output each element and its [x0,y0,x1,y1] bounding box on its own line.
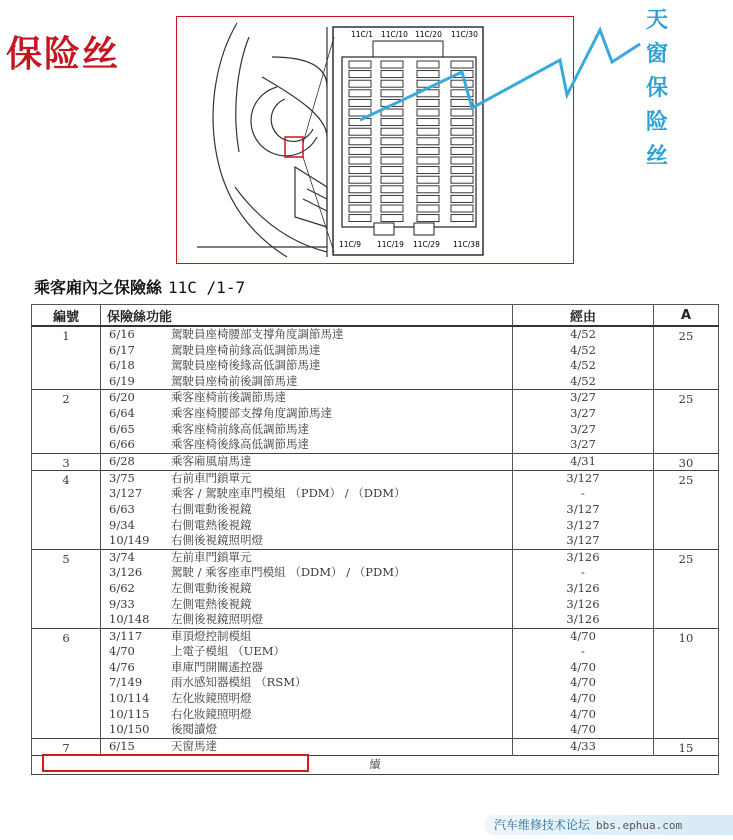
component-code: 6/16 [109,327,135,341]
fuse-cell [417,157,439,164]
table-title [34,275,245,298]
fuse-cell [381,119,403,126]
header-number: 編號 [32,305,101,327]
fuse-function-item [101,471,512,487]
via-value: 4/52 [570,327,596,341]
via-value: 4/52 [570,358,596,373]
component-code: 4/70 [109,644,135,659]
fuse-function-list [101,390,513,453]
component-description: 駕駛員座椅前後調節馬達 [171,373,298,388]
via-value: 3/127 [566,470,600,485]
via-value: 3/27 [570,405,596,420]
fuse-function-list [101,470,513,549]
component-code: 6/65 [109,421,135,436]
fuse-cell [381,61,403,68]
fuse-cell [381,71,403,78]
fuse-cell [451,138,473,145]
component-code: 7/149 [109,675,143,690]
via-value: 4/52 [570,342,596,357]
fuse-cell [381,99,403,106]
component-description: 右前車門鎖單元 [171,470,252,485]
fuse-number: 4 [32,470,101,549]
fuse-cell [349,99,371,106]
component-description: 乘客座椅前緣高低調節馬達 [171,421,309,436]
fuse-function-list [101,453,513,470]
table-title-text: 乘客廂內之保險絲 [34,278,163,297]
fuse-box-diagram [176,16,574,264]
fuse-cell [381,128,403,135]
fuse-cell [349,205,371,212]
fuse-label-top-4: 11C/30 [451,30,478,39]
forum-name: 汽车维修技术论坛 [494,818,591,832]
fuse-cell [349,138,371,145]
via-value: 3/127 [566,517,600,532]
fuse-cell [381,90,403,97]
fuse-cell [451,99,473,106]
fuse-cell [451,109,473,116]
fuse-group-row [32,326,719,390]
fuse-cell [417,99,439,106]
table-title-code: 11C /1-7 [168,278,246,297]
component-description: 乘客座椅腰部支撐角度調節馬達 [171,405,332,420]
component-description: 左側後視鏡照明燈 [171,612,263,627]
fuse-cell [381,80,403,87]
component-code: 6/28 [109,453,135,468]
fuse-cell [381,167,403,174]
fuse-label-bottom-4: 11C/38 [453,240,480,249]
fuse-function-item [101,390,512,406]
note-char-1: 天 [645,8,668,33]
fuse-cell [417,80,439,87]
via-value: 4/70 [570,691,596,706]
fuse-cell [381,205,403,212]
fuse-function-item [101,722,512,738]
via-value: 3/127 [566,533,600,548]
sunroof-fuse-note [642,4,672,174]
fuse-function-list [101,549,513,628]
fuse-cell [381,176,403,183]
fuse-group-row [32,549,719,628]
fuse-label-top-1: 11C/1 [351,30,374,39]
fuse-cell [451,128,473,135]
sunroof-fuse-highlight [42,754,309,772]
component-description: 右側電熱後視鏡 [171,517,252,532]
fuse-cell [451,90,473,97]
component-code: 10/149 [109,533,150,548]
fuse-cell [381,138,403,145]
via-value: 3/27 [570,437,596,452]
fuse-number: 1 [32,326,101,390]
via-value: 4/70 [570,659,596,674]
fuse-function-item [101,597,512,613]
fuse-label-bottom-2: 11C/19 [377,240,404,249]
fuse-function-item [101,422,512,438]
via-value: - [581,565,585,580]
fuse-via-list [513,628,654,738]
via-value: 3/27 [570,421,596,436]
header-amp: A [654,305,719,327]
component-code: 10/114 [109,691,150,706]
fuse-function-item [101,612,512,628]
component-code: 3/126 [109,565,143,580]
fuse-cell [381,147,403,154]
fuse-label-top-2: 11C/10 [381,30,408,39]
component-description: 駕駛員座椅前緣高低調節馬達 [171,342,321,357]
component-code: 6/66 [109,437,135,452]
fuse-cell [349,167,371,174]
fuse-cell [451,61,473,68]
fuse-function-item [101,518,512,534]
note-char-2: 窗 [645,42,668,67]
fuse-cell [381,186,403,193]
forum-site: bbs.ephua.com [596,819,683,832]
fuse-cell [451,205,473,212]
via-value: - [581,486,585,501]
fuse-amperage: 10 [654,628,719,738]
component-description: 駕駛員座椅腰部支撐角度調節馬達 [171,327,344,341]
table-header-row [32,305,719,327]
fuse-cell [381,157,403,164]
fuse-cell [417,109,439,116]
component-description: 天窗馬達 [171,738,217,753]
fuse-function-item [101,660,512,676]
fuse-function-item [101,343,512,359]
via-value: 3/126 [566,549,600,564]
fuse-cell [417,215,439,222]
component-description: 左側電熱後視鏡 [171,596,252,611]
fuse-number: 3 [32,453,101,470]
fuse-function-item [101,707,512,723]
component-code: 6/17 [109,342,135,357]
fuse-number: 2 [32,390,101,453]
fuse-cell [417,71,439,78]
via-value: 3/126 [566,596,600,611]
fuse-group-row [32,470,719,549]
component-code: 6/19 [109,373,135,388]
fuse-label-bottom-3: 11C/29 [413,240,440,249]
fuse-group-row [32,390,719,453]
fuse-function-item [101,502,512,518]
fuse-function-item [101,327,512,343]
fuse-amperage: 30 [654,453,719,470]
note-char-4: 险 [645,110,668,135]
fuse-table [31,304,719,775]
fuse-cell [349,90,371,97]
fuse-cell [381,195,403,202]
continued-text: 續 [32,755,719,774]
fuse-via-list [513,738,654,755]
component-code: 10/150 [109,722,150,737]
fuse-cell [451,157,473,164]
fuse-function-item [101,358,512,374]
component-code: 6/63 [109,501,135,516]
fuse-cell [451,215,473,222]
fuse-cell [417,128,439,135]
component-code: 6/64 [109,405,135,420]
component-code: 3/75 [109,470,135,485]
fuse-via-list [513,453,654,470]
component-code: 10/115 [109,706,150,721]
fuse-function-item [101,581,512,597]
fuse-amperage: 15 [654,738,719,755]
fuse-function-item [101,739,512,755]
component-code: 6/62 [109,580,135,595]
component-description: 車頂燈控制模組 [171,628,252,643]
fuse-cell [417,147,439,154]
fuse-cell [349,61,371,68]
note-char-5: 丝 [645,144,668,169]
fuse-amperage: 25 [654,326,719,390]
component-description: 左前車門鎖單元 [171,549,252,564]
fuse-function-item [101,486,512,502]
fuse-cell [349,195,371,202]
fuse-cell [451,186,473,193]
fuse-cell [381,109,403,116]
via-value: 3/27 [570,390,596,405]
component-description: 右側後視鏡照明燈 [171,533,263,548]
fuse-via-list [513,549,654,628]
component-description: 駕駛員座椅後緣高低調節馬達 [171,358,321,373]
component-description: 右側電動後視鏡 [171,501,252,516]
fuse-cell [417,167,439,174]
component-description: 左化妝鏡照明燈 [171,691,252,706]
component-description: 乘客座椅前後調節馬達 [171,390,286,405]
fuse-cell [349,157,371,164]
fuse-label-top-3: 11C/20 [415,30,442,39]
fuse-function-item [101,454,512,470]
fuse-cell [417,176,439,183]
fuse-cell [349,71,371,78]
fuse-function-item [101,550,512,566]
via-value: 3/126 [566,612,600,627]
fuse-cell [349,176,371,183]
fuse-function-item [101,629,512,645]
fuse-number: 6 [32,628,101,738]
fuse-function-item [101,533,512,549]
fuse-cell [349,80,371,87]
fuse-group-row [32,628,719,738]
fuse-cell [417,90,439,97]
fuse-number: 7 [32,738,101,755]
component-description: 駕駛 / 乘客座車門模組 （DDM） / （PDM） [171,565,406,580]
fuse-function-item [101,374,512,390]
fuse-function-item [101,406,512,422]
component-code: 4/76 [109,659,135,674]
component-code: 3/74 [109,549,135,564]
fuse-cell [451,176,473,183]
fuse-cell [451,119,473,126]
fuse-cell [417,195,439,202]
component-description: 乘客 / 駕駛座車門模組 （PDM） / （DDM） [171,486,406,501]
component-description: 上電子模組 （UEM） [171,644,286,659]
fuse-cell [349,147,371,154]
fuse-cell [349,119,371,126]
fuse-amperage: 25 [654,470,719,549]
fuse-via-list [513,326,654,390]
note-char-3: 保 [645,76,668,101]
fuse-cell [349,215,371,222]
fuse-cell [451,71,473,78]
fuse-cell [417,119,439,126]
fuse-function-list [101,628,513,738]
component-description: 左側電動後視鏡 [171,580,252,595]
component-code: 6/15 [109,738,135,753]
via-value: 4/31 [570,453,596,468]
component-description: 雨水感知器模組 （RSM） [171,675,307,690]
via-value: 3/127 [566,501,600,516]
via-value: 4/70 [570,675,596,690]
fuse-function-item [101,691,512,707]
header-function: 保險絲功能 [101,305,513,327]
header-via: 經由 [513,305,654,327]
fuse-cell [451,80,473,87]
fuse-cell [349,186,371,193]
fuse-function-item [101,437,512,453]
component-code: 3/117 [109,628,143,643]
fuse-cell [417,205,439,212]
via-value: 4/70 [570,722,596,737]
fuse-function-item [101,675,512,691]
fuse-cell [349,109,371,116]
fuse-cell [381,215,403,222]
component-code: 3/127 [109,486,143,501]
fuse-group-row [32,738,719,755]
fuse-function-item [101,644,512,660]
component-code: 9/33 [109,596,135,611]
component-description: 乘客座椅後緣高低調節馬達 [171,437,309,452]
via-value: 4/33 [570,738,596,753]
fuse-function-list [101,326,513,390]
fuse-cell [451,195,473,202]
fuse-cell [417,186,439,193]
via-value: 4/52 [570,373,596,388]
via-value: 4/70 [570,628,596,643]
fuse-box-illustration [177,17,574,264]
component-description: 乘客廂風扇馬達 [171,453,252,468]
component-description: 車庫門開關遙控器 [171,659,263,674]
fuse-cell [417,61,439,68]
component-code: 10/148 [109,612,150,627]
fuse-cell [451,147,473,154]
fuse-function-list [101,738,513,755]
via-value: 3/126 [566,580,600,595]
fuse-cell [349,128,371,135]
fuse-cell [451,167,473,174]
fuse-function-item [101,565,512,581]
fuse-amperage: 25 [654,390,719,453]
fuse-label-bottom-1: 11C/9 [339,240,362,249]
fuse-group-row [32,453,719,470]
component-description: 後閱讀燈 [171,722,217,737]
fuse-via-list [513,390,654,453]
via-value: - [581,644,585,659]
fuse-amperage: 25 [654,549,719,628]
component-code: 9/34 [109,517,135,532]
fuse-via-list [513,470,654,549]
via-value: 4/70 [570,706,596,721]
fuse-cell [417,138,439,145]
component-description: 右化妝鏡照明燈 [171,706,252,721]
forum-watermark [484,815,733,835]
page-title: 保险丝 [6,34,121,75]
component-code: 6/18 [109,358,135,373]
fuse-number: 5 [32,549,101,628]
component-code: 6/20 [109,390,135,405]
